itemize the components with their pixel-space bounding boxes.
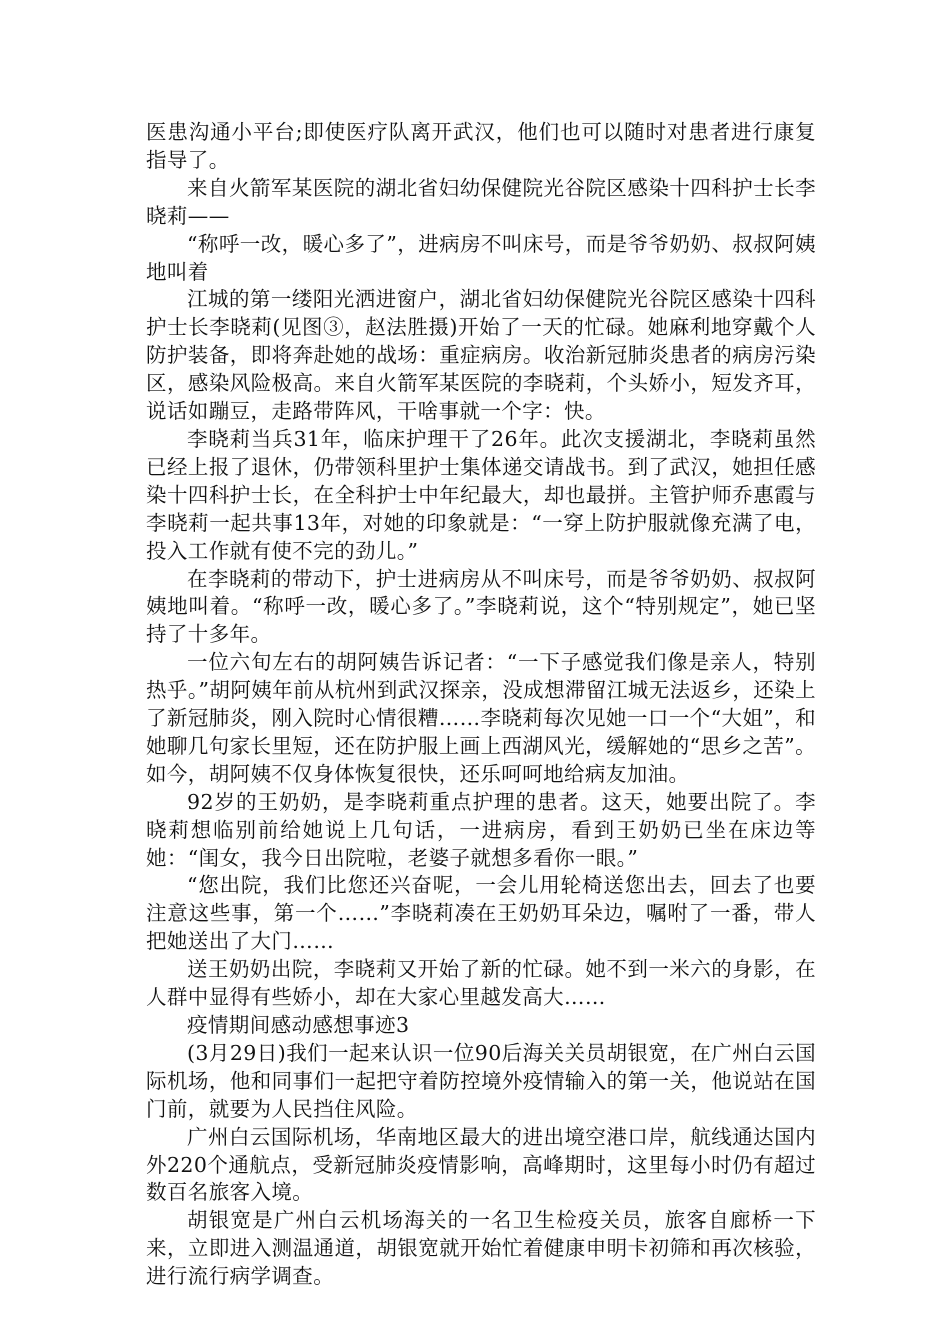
paragraph: 胡银宽是广州白云机场海关的一名卫生检疫关员，旅客自廊桥一下来，立即进入测温通道，胡银宽就开始忙着健康申明卡初筛和再次核验，进行流行病学调查。	[146, 1208, 816, 1289]
paragraph: 在李晓莉的带动下，护士进病房从不叫床号，而是爷爷奶奶、叔叔阿姨地叫着。“称呼一改，暖心多了。”李晓莉说，这个“特别规定”，她已坚持了十多年。	[146, 566, 816, 647]
paragraph: (3月29日)我们一起来认识一位90后海关关员胡银宽，在广州白云国际机场，他和同事们一起把守着防控境外疫情输入的第一关，他说站在国门前，就要为人民挡住风险。	[146, 1040, 816, 1121]
paragraph: 送王奶奶出院，李晓莉又开始了新的忙碌。她不到一米六的身影，在人群中显得有些娇小，却在大家心里越发高大……	[146, 957, 816, 1010]
section-heading: 疫情期间感动感想事迹3	[187, 1013, 410, 1037]
paragraph: 一位六旬左右的胡阿姨告诉记者：“一下子感觉我们像是亲人，特别热乎。”胡阿姨年前从杭州到武汉探亲，没成想滞留江城无法返乡，还染上了新冠肺炎，刚入院时心情很糟……李晓莉每次见她一口一个“大姐”，和她聊几句家长里短，还在防护服上画上西湖风光，缓解她的“思乡之苦”。如今，胡阿姨不仅身体恢复很快，还乐呵呵地给病友加油。	[146, 650, 816, 786]
document-page	[146, 119, 816, 1291]
paragraph: “称呼一改，暖心多了”，进病房不叫床号，而是爷爷奶奶、叔叔阿姨地叫着	[146, 231, 816, 284]
paragraph: 92岁的王奶奶，是李晓莉重点护理的患者。这天，她要出院了。李晓莉想临别前给她说上几句话，一进病房，看到王奶奶已坐在床边等她：“闺女，我今日出院啦，老婆子就想多看你一眼。”	[146, 789, 816, 870]
paragraph: 医患沟通小平台;即使医疗队离开武汉，他们也可以随时对患者进行康复指导了。	[146, 120, 816, 172]
paragraph: 江城的第一缕阳光洒进窗户，湖北省妇幼保健院光谷院区感染十四科护士长李晓莉(见图③，赵法胜摄)开始了一天的忙碌。她麻利地穿戴个人防护装备，即将奔赴她的战场：重症病房。收治新冠肺炎患者的病房污染区，感染风险极高。来自火箭军某医院的李晓莉，个头娇小，短发齐耳，说话如蹦豆，走路带阵风，干啥事就一个字：快。	[146, 287, 816, 424]
paragraph: 来自火箭军某医院的湖北省妇幼保健院光谷院区感染十四科护士长李晓莉——	[146, 175, 816, 228]
paragraph: 李晓莉当兵31年，临床护理干了26年。此次支援湖北，李晓莉虽然已经上报了退休，仍带领科里护士集体递交请战书。到了武汉，她担任感染十四科护士长，在全科护士中年纪最大，却也最拼。主管护师乔惠霞与李晓莉一起共事13年，对她的印象就是：“一穿上防护服就像充满了电，投入工作就有使不完的劲儿。”	[146, 426, 816, 563]
paragraph: “您出院，我们比您还兴奋呢，一会儿用轮椅送您出去，回去了也要注意这些事，第一个……”李晓莉凑在王奶奶耳朵边，嘱咐了一番，带人把她送出了大门……	[146, 873, 816, 954]
paragraph: 广州白云国际机场，华南地区最大的进出境空港口岸，航线通达国内外220个通航点，受新冠肺炎疫情影响，高峰期时，这里每小时仍有超过数百名旅客入境。	[146, 1124, 816, 1205]
